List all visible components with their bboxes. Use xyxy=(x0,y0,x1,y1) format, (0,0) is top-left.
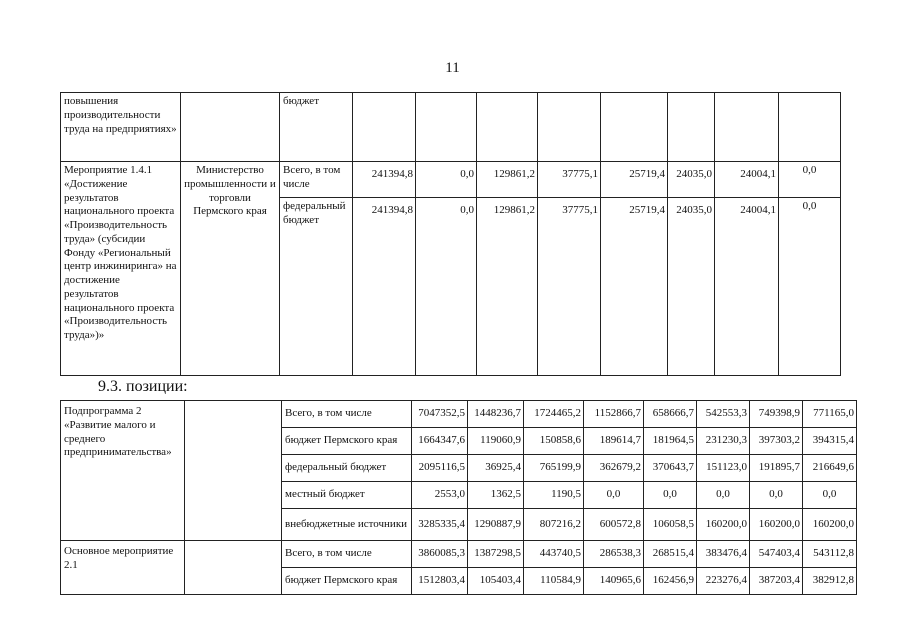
measure-label-cell: Основное мероприятие 2.1 xyxy=(61,541,185,595)
value-cell: 160200,0 xyxy=(750,509,803,541)
value-cell: 0,0 xyxy=(697,482,750,509)
funding-source-cell: Всего, в том числе xyxy=(282,541,412,568)
table-row xyxy=(61,541,857,568)
value-cell: 0,0 xyxy=(750,482,803,509)
value-cell: 24035,0 xyxy=(668,162,715,198)
value-cell: 24004,1 xyxy=(715,198,779,376)
value-cell: 1290887,9 xyxy=(468,509,524,541)
value-cell: 1512803,4 xyxy=(412,568,468,595)
value-cell: 771165,0 xyxy=(803,401,857,428)
value-cell: 106058,5 xyxy=(644,509,697,541)
value-cell: 1362,5 xyxy=(468,482,524,509)
funding-source-cell: бюджет Пермского края xyxy=(282,568,412,595)
value-cell: 1724465,2 xyxy=(524,401,584,428)
value-cell: 3860085,3 xyxy=(412,541,468,568)
subprogram-label-cell: Подпрограмма 2 «Развитие малого и среднего предпринимательства» xyxy=(61,401,185,541)
value-cell: 231230,3 xyxy=(697,428,750,455)
value-cell: 160200,0 xyxy=(697,509,750,541)
value-cell: 1387298,5 xyxy=(468,541,524,568)
value-cell: 0,0 xyxy=(416,198,477,376)
value-cell: 129861,2 xyxy=(477,162,538,198)
value-cell xyxy=(601,93,668,162)
value-cell: 36925,4 xyxy=(468,455,524,482)
value-cell: 119060,9 xyxy=(468,428,524,455)
value-cell: 1664347,6 xyxy=(412,428,468,455)
value-cell: 0,0 xyxy=(779,162,841,198)
value-cell: 7047352,5 xyxy=(412,401,468,428)
value-cell: 37775,1 xyxy=(538,162,601,198)
value-cell: 0,0 xyxy=(416,162,477,198)
value-cell: 2095116,5 xyxy=(412,455,468,482)
table-row xyxy=(61,93,841,162)
value-cell: 1190,5 xyxy=(524,482,584,509)
value-cell: 1152866,7 xyxy=(584,401,644,428)
executor-cell xyxy=(185,541,282,595)
section-heading: 9.3. позиции: xyxy=(98,378,188,395)
value-cell: 749398,9 xyxy=(750,401,803,428)
value-cell: 24004,1 xyxy=(715,162,779,198)
measure-label-cell: Мероприятие 1.4.1 «Достижение результатов национального проекта «Производительность труда» (субсидии Фонду «Региональный центр инжиниринга» на достижение результатов национального проекта «Производительность труда»)» xyxy=(61,162,181,376)
value-cell: 1448236,7 xyxy=(468,401,524,428)
value-cell: 2553,0 xyxy=(412,482,468,509)
value-cell: 241394,8 xyxy=(353,162,416,198)
value-cell: 397303,2 xyxy=(750,428,803,455)
value-cell xyxy=(416,93,477,162)
value-cell xyxy=(477,93,538,162)
value-cell xyxy=(668,93,715,162)
table-row xyxy=(61,162,841,198)
measure-label-cell: повышения производительности труда на предприятиях» xyxy=(61,93,181,162)
value-cell: 443740,5 xyxy=(524,541,584,568)
value-cell: 37775,1 xyxy=(538,198,601,376)
value-cell: 150858,6 xyxy=(524,428,584,455)
executor-cell xyxy=(185,401,282,541)
value-cell xyxy=(779,93,841,162)
value-cell: 189614,7 xyxy=(584,428,644,455)
funding-source-cell: местный бюджет xyxy=(282,482,412,509)
value-cell: 382912,8 xyxy=(803,568,857,595)
value-cell: 362679,2 xyxy=(584,455,644,482)
value-cell: 268515,4 xyxy=(644,541,697,568)
value-cell: 387203,4 xyxy=(750,568,803,595)
value-cell: 542553,3 xyxy=(697,401,750,428)
value-cell: 658666,7 xyxy=(644,401,697,428)
value-cell: 241394,8 xyxy=(353,198,416,376)
value-cell xyxy=(353,93,416,162)
value-cell: 383476,4 xyxy=(697,541,750,568)
funding-table-continuation xyxy=(60,92,841,376)
funding-source-cell: бюджет xyxy=(280,93,353,162)
funding-table xyxy=(60,400,857,595)
value-cell: 286538,3 xyxy=(584,541,644,568)
value-cell: 765199,9 xyxy=(524,455,584,482)
funding-source-cell: Всего, в том числе xyxy=(282,401,412,428)
funding-source-cell: внебюджетные источники xyxy=(282,509,412,541)
value-cell: 0,0 xyxy=(584,482,644,509)
value-cell: 24035,0 xyxy=(668,198,715,376)
value-cell: 807216,2 xyxy=(524,509,584,541)
funding-source-cell: федеральный бюджет xyxy=(280,198,353,376)
value-cell: 600572,8 xyxy=(584,509,644,541)
value-cell: 223276,4 xyxy=(697,568,750,595)
value-cell: 543112,8 xyxy=(803,541,857,568)
page-number: 11 xyxy=(445,60,460,76)
funding-source-cell: Всего, в том числе xyxy=(280,162,353,198)
value-cell: 181964,5 xyxy=(644,428,697,455)
executor-cell xyxy=(181,93,280,162)
funding-source-cell: бюджет Пермского края xyxy=(282,428,412,455)
value-cell: 3285335,4 xyxy=(412,509,468,541)
value-cell: 0,0 xyxy=(644,482,697,509)
value-cell xyxy=(538,93,601,162)
executor-cell: Министерство промышленности и торговли Пермского края xyxy=(181,162,280,376)
value-cell: 105403,4 xyxy=(468,568,524,595)
value-cell: 25719,4 xyxy=(601,162,668,198)
value-cell: 129861,2 xyxy=(477,198,538,376)
value-cell: 0,0 xyxy=(779,198,841,376)
value-cell: 0,0 xyxy=(803,482,857,509)
value-cell: 162456,9 xyxy=(644,568,697,595)
value-cell: 140965,6 xyxy=(584,568,644,595)
value-cell: 110584,9 xyxy=(524,568,584,595)
value-cell: 25719,4 xyxy=(601,198,668,376)
value-cell: 547403,4 xyxy=(750,541,803,568)
funding-source-cell: федеральный бюджет xyxy=(282,455,412,482)
table-row xyxy=(61,401,857,428)
value-cell: 394315,4 xyxy=(803,428,857,455)
value-cell: 160200,0 xyxy=(803,509,857,541)
value-cell: 191895,7 xyxy=(750,455,803,482)
value-cell: 151123,0 xyxy=(697,455,750,482)
value-cell xyxy=(715,93,779,162)
value-cell: 216649,6 xyxy=(803,455,857,482)
value-cell: 370643,7 xyxy=(644,455,697,482)
